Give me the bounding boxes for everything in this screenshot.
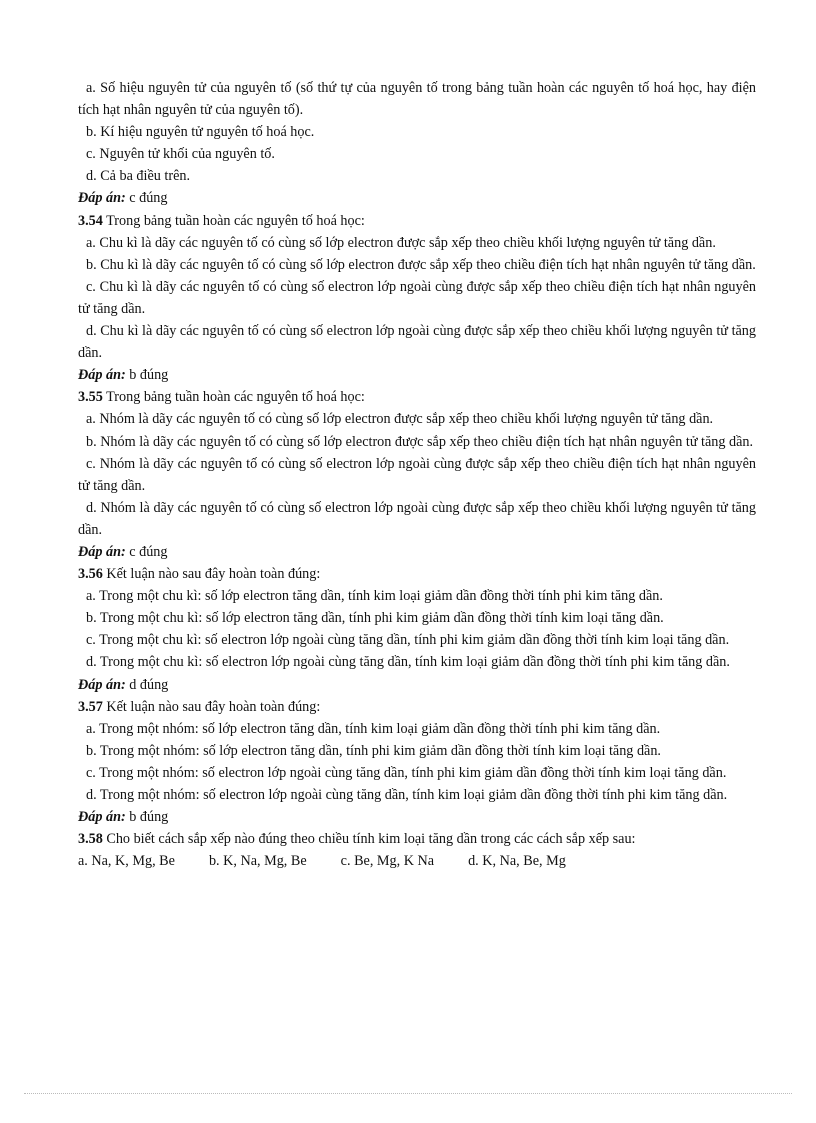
q354-option-d: d. Chu kì là dãy các nguyên tố có cùng số electron lớp ngoài cùng được sắp xếp theo chiều khối lượng nguyên tử tăng dần. bbox=[78, 323, 756, 362]
document-page bbox=[78, 77, 756, 872]
q357-option-c: c. Trong một nhóm: số electron lớp ngoài cùng tăng dần, tính phi kim giảm dần đồng thời tính kim loại tăng dần. bbox=[86, 764, 727, 781]
q355-answer bbox=[78, 541, 756, 563]
q353-option-d: d. Cả ba điều trên. bbox=[86, 168, 191, 185]
q356-option-a: a. Trong một chu kì: số lớp electron tăng dần, tính kim loại giảm dần đồng thời tính phi kim tăng dần. bbox=[86, 588, 663, 605]
q357-stem bbox=[78, 696, 756, 718]
q358-option-a: a. Na, K, Mg, Be bbox=[78, 853, 175, 870]
question-number: 3.54 bbox=[78, 212, 103, 229]
answer-value: b đúng bbox=[125, 809, 169, 826]
q355-stem bbox=[78, 386, 756, 408]
q358-option-d: d. K, Na, Be, Mg bbox=[468, 853, 566, 870]
q354-option-a: a. Chu kì là dãy các nguyên tố có cùng số lớp electron được sắp xếp theo chiều khối lượng nguyên tử tăng dần. bbox=[86, 234, 716, 251]
answer-label: Đáp án: bbox=[78, 809, 126, 826]
q357-answer bbox=[78, 806, 756, 828]
question-number: 3.57 bbox=[78, 698, 103, 715]
q356-option-b: b. Trong một chu kì: số lớp electron tăng dần, tính phi kim giảm dần đồng thời tính kim loại tăng dần. bbox=[86, 610, 664, 627]
q355-option-c: c. Nhóm là dãy các nguyên tố có cùng số electron lớp ngoài cùng được sắp xếp theo chiều điện tích hạt nhân nguyên tử tăng dần. bbox=[78, 455, 756, 494]
answer-value: d đúng bbox=[125, 676, 169, 693]
question-text: Cho biết cách sắp xếp nào đúng theo chiều tính kim loại tăng dần trong các cách sắp xếp sau: bbox=[102, 831, 636, 848]
answer-label: Đáp án: bbox=[78, 543, 126, 560]
question-text: Trong bảng tuần hoàn các nguyên tố hoá học: bbox=[102, 389, 365, 406]
q358-option-b: b. K, Na, Mg, Be bbox=[208, 853, 307, 870]
q354-option-b: b. Chu kì là dãy các nguyên tố có cùng số lớp electron được sắp xếp theo chiều điện tích hạt nhân nguyên tử tăng dần. bbox=[86, 256, 756, 273]
q354-stem bbox=[78, 210, 756, 232]
q354-option-c: c. Chu kì là dãy các nguyên tố có cùng số electron lớp ngoài cùng được sắp xếp theo chiều điện tích hạt nhân nguyên tử tăng dần. bbox=[78, 278, 756, 317]
q355-option-d: d. Nhóm là dãy các nguyên tố có cùng số electron lớp ngoài cùng được sắp xếp theo chiều khối lượng nguyên tử tăng dần. bbox=[78, 499, 756, 538]
answer-label: Đáp án: bbox=[78, 190, 126, 207]
question-text: Kết luận nào sau đây hoàn toàn đúng: bbox=[102, 698, 321, 715]
answer-value: c đúng bbox=[125, 190, 168, 207]
question-number: 3.55 bbox=[78, 389, 103, 406]
q353-option-a: a. Số hiệu nguyên tử của nguyên tố (số thứ tự của nguyên tố trong bảng tuần hoàn các nguyên tố hoá học, hay điện tích hạt nhân nguyên tử của nguyên tố). bbox=[78, 80, 756, 119]
question-number: 3.56 bbox=[78, 566, 103, 583]
q356-option-c: c. Trong một chu kì: số electron lớp ngoài cùng tăng dần, tính phi kim giảm dần đồng thời tính kim loại tăng dần. bbox=[86, 632, 730, 649]
answer-label: Đáp án: bbox=[78, 367, 126, 384]
answer-value: c đúng bbox=[125, 543, 168, 560]
q357-option-b: b. Trong một nhóm: số lớp electron tăng dần, tính phi kim giảm dần đồng thời tính kim loại tăng dần. bbox=[86, 742, 661, 759]
q356-answer bbox=[78, 674, 756, 696]
question-text: Kết luận nào sau đây hoàn toàn đúng: bbox=[102, 566, 321, 583]
q353-option-c: c. Nguyên tử khối của nguyên tố. bbox=[86, 146, 275, 163]
q353-answer bbox=[78, 187, 756, 209]
q353-option-b: b. Kí hiệu nguyên tử nguyên tố hoá học. bbox=[86, 124, 315, 141]
q355-option-b: b. Nhóm là dãy các nguyên tố có cùng số lớp electron được sắp xếp theo chiều điện tích hạt nhân nguyên tử tăng dần. bbox=[86, 433, 754, 450]
question-number: 3.58 bbox=[78, 831, 103, 848]
q357-option-a: a. Trong một nhóm: số lớp electron tăng dần, tính kim loại giảm dần đồng thời tính phi kim tăng dần. bbox=[86, 720, 661, 737]
question-text: Trong bảng tuần hoàn các nguyên tố hoá học: bbox=[102, 212, 365, 229]
answer-value: b đúng bbox=[125, 367, 169, 384]
answer-label: Đáp án: bbox=[78, 676, 126, 693]
page-bottom-rule bbox=[24, 1093, 792, 1094]
q358-stem bbox=[78, 828, 756, 850]
q358-option-c: c. Be, Mg, K Na bbox=[340, 853, 435, 870]
q356-option-d: d. Trong một chu kì: số electron lớp ngoài cùng tăng dần, tính kim loại giảm dần đồng thời tính phi kim tăng dần. bbox=[86, 654, 730, 671]
q355-option-a: a. Nhóm là dãy các nguyên tố có cùng số lớp electron được sắp xếp theo chiều khối lượng nguyên tử tăng dần. bbox=[86, 411, 714, 428]
q356-stem bbox=[78, 563, 756, 585]
q358-choices bbox=[78, 850, 756, 872]
q357-option-d: d. Trong một nhóm: số electron lớp ngoài cùng tăng dần, tính kim loại giảm dần đồng thời tính phi kim tăng dần. bbox=[86, 787, 728, 803]
q354-answer bbox=[78, 364, 756, 386]
